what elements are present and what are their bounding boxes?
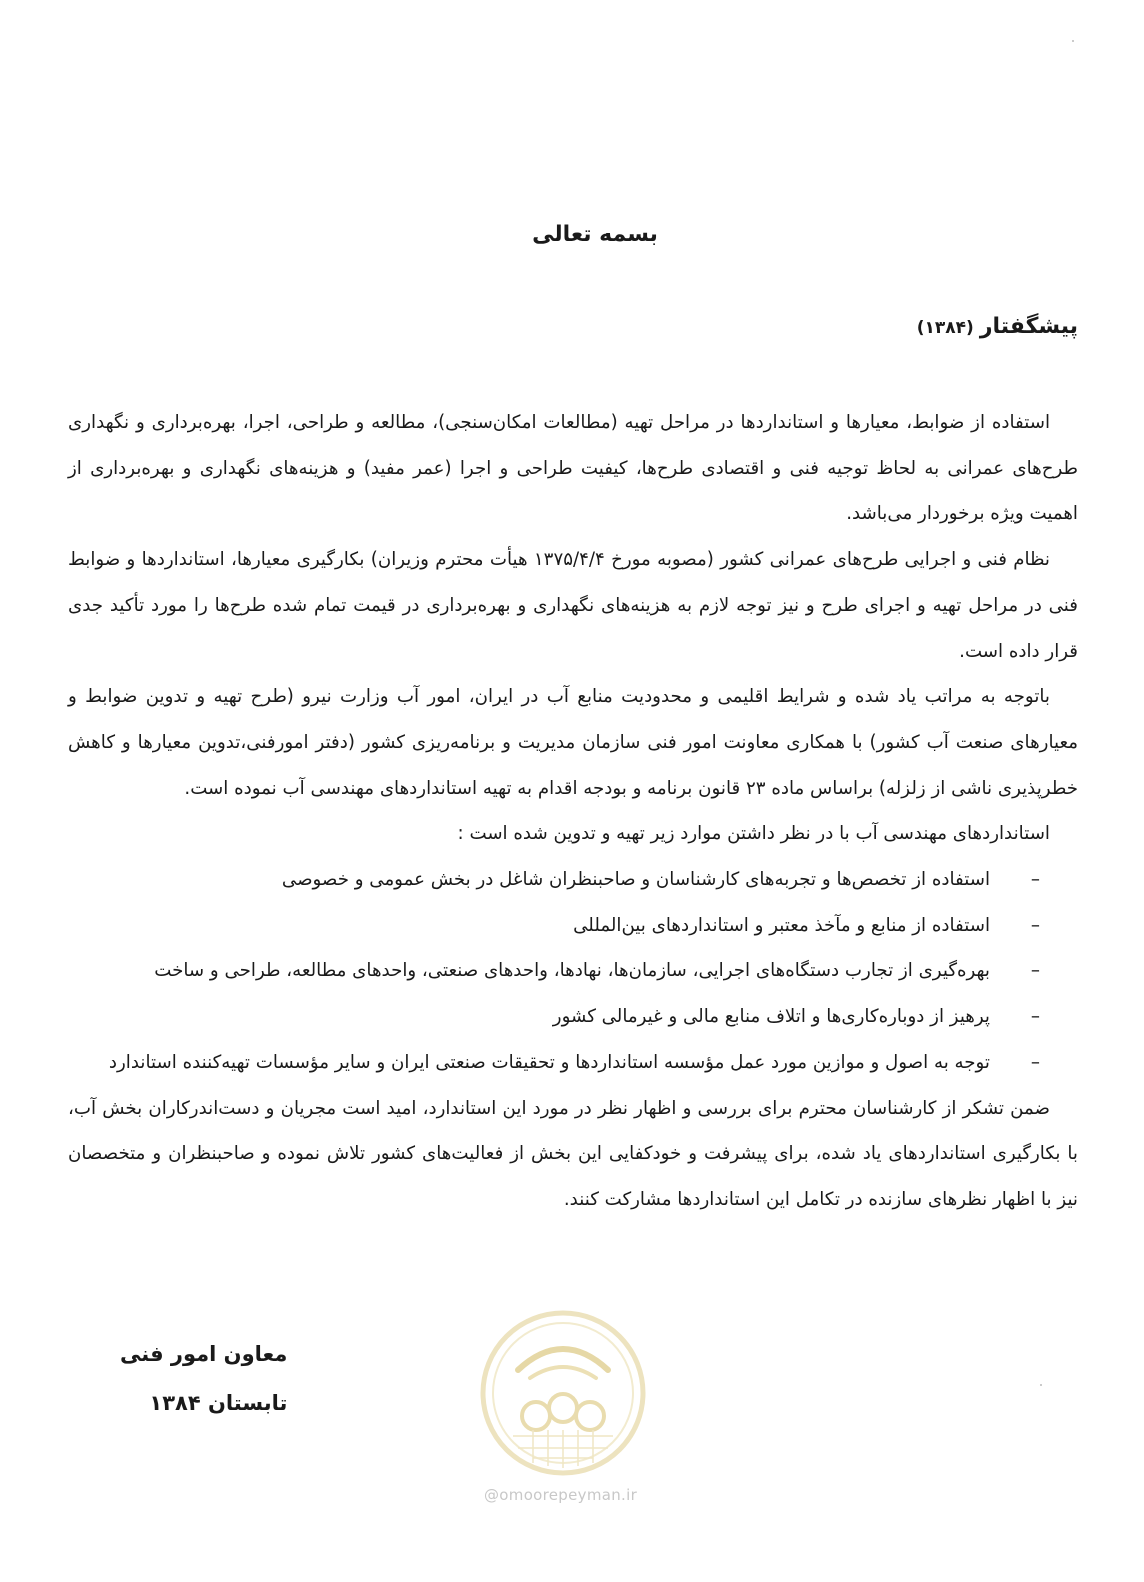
signature-date: تابستان ۱۳۸۴ <box>149 1391 288 1415</box>
list-item-text: بهره‌گیری از تجارب دستگاه‌های اجرایی، سازمان‌ها، نهادها، واحدهای صنعتی، واحدهای مطالعه، طراحی و ساخت <box>154 960 990 982</box>
list-item-text: استفاده از تخصص‌ها و تجربه‌های کارشناسان و صاحبنظران شاغل در بخش عمومی و خصوصی <box>281 869 990 891</box>
paragraph-3: باتوجه به مراتب یاد شده و شرایط اقلیمی و محدودیت منابع آب در ایران، امور آب وزارت نیرو (طرح تهیه و تدوین ضوابط و معیارهای صنعت آب کشور) با همکاری معاونت امور فنی سازمان مدیریت و برنامه‌ریزی کشور (دفتر امورفنی،تدوین معیارها و کاهش خطرپذیری ناشی از زلزله) براساس ماده ۲۳ قانون برنامه و بودجه اقدام به تهیه استانداردهای مهندسی آب نموده است. <box>68 686 1078 799</box>
signature-block <box>120 1330 287 1428</box>
list-marker: – <box>1030 869 1040 891</box>
list-item-text: توجه به اصول و موازین مورد عمل مؤسسه استانداردها و تحقیقات صنعتی ایران و سایر مؤسسات تهیه‌کننده استاندارد <box>108 1051 990 1073</box>
list-item-text: پرهیز از دوباره‌کاری‌ها و اتلاف منابع مالی و غیرمالی کشور <box>552 1006 990 1028</box>
preface-heading <box>917 314 1078 339</box>
list-item <box>68 948 1078 994</box>
list-marker: – <box>1030 914 1040 936</box>
list-item <box>68 1040 1078 1086</box>
signatory-title: معاون امور فنی <box>120 1342 288 1366</box>
closing-paragraph: ضمن تشکر از کارشناسان محترم برای بررسی و اظهار نظر در مورد این استاندارد، امید است مجریان و دست‌اندرکاران بخش آب، با بکارگیری استانداردهای یاد شده، برای پیشرفت و خودکفایی این بخش از فعالیت‌های کشور تلاش نموده و صاحبنظران و متخصصان نیز با اظهار نظرهای سازنده در تکامل این استانداردها مشارکت کنند. <box>68 1097 1078 1210</box>
list-item <box>68 857 1078 903</box>
paragraph-2: نظام فنی و اجرایی طرح‌های عمرانی کشور (مصوبه مورخ ۱۳۷۵/۴/۴ هیأت محترم وزیران) بکارگیری معیارها، استانداردها و ضوابط فنی در مراحل تهیه و اجرای طرح و نیز توجه لازم به هزینه‌های نگهداری و بهره‌برداری در قیمت تمام شده طرح‌ها را مورد تأکید جدی قرار داده است. <box>68 549 1078 662</box>
watermark-site: @omoorepeyman.ir <box>484 1486 638 1504</box>
scan-speck <box>1072 40 1074 42</box>
list-item <box>68 994 1078 1040</box>
document-body <box>68 400 1078 1223</box>
document-title: بسمه تعالی <box>532 222 658 247</box>
list-marker: – <box>1030 1051 1040 1073</box>
paragraph-4: استانداردهای مهندسی آب با در نظر داشتن موارد زیر تهیه و تدوین شده است : <box>457 823 1050 845</box>
list-marker: – <box>1030 1006 1040 1028</box>
scan-speck <box>1040 1384 1042 1386</box>
paragraph-1: استفاده از ضوابط، معیارها و استانداردها در مراحل تهیه (مطالعات امکان‌سنجی)، مطالعه و طراحی، اجرا، بهره‌برداری و نگهداری طرح‌های عمرانی به لحاظ توجیه فنی و اقتصادی طرح‌ها، کیفیت طراحی و اجرا (عمر مفید) و هزینه‌های نگهداری و بهره‌برداری از اهمیت ویژه برخوردار می‌باشد. <box>68 412 1078 525</box>
watermark-seal-icon <box>478 1308 648 1478</box>
preface-year: (۱۳۸۴) <box>916 318 974 338</box>
list-item-text: استفاده از منابع و مآخذ معتبر و استانداردهای بین‌المللی <box>573 914 990 936</box>
list-item <box>68 903 1078 949</box>
list-marker: – <box>1030 960 1040 982</box>
preface-label: پیشگفتار <box>979 314 1078 339</box>
criteria-list <box>68 857 1078 1086</box>
